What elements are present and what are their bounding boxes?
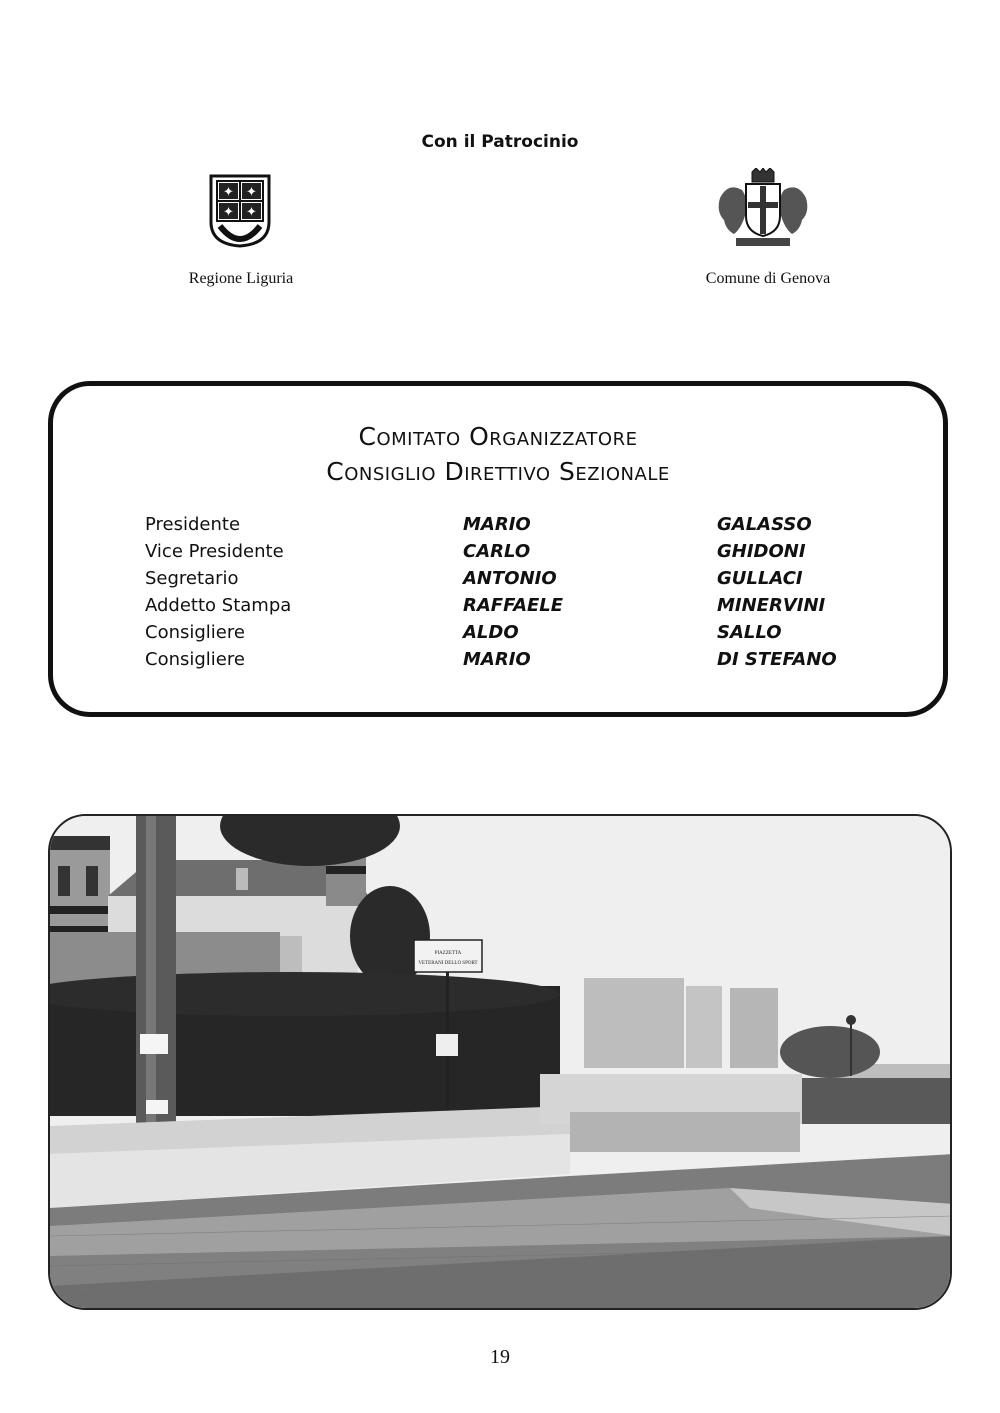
committee-member-row — [53, 568, 943, 595]
member-role: Presidente — [145, 514, 241, 535]
member-last-name: MINERVINI — [717, 595, 826, 616]
member-first-name: MARIO — [463, 649, 531, 670]
committee-title: Comitato Organizzatore — [358, 422, 638, 451]
member-first-name: ALDO — [463, 622, 519, 643]
member-first-name: ANTONIO — [463, 568, 557, 589]
member-last-name: GULLACI — [717, 568, 803, 589]
member-first-name: CARLO — [463, 541, 531, 562]
member-role: Consigliere — [145, 649, 245, 670]
piazzetta-photo — [48, 814, 952, 1310]
member-first-name: RAFFAELE — [463, 595, 564, 616]
committee-member-row — [53, 541, 943, 568]
comune-di-genova-crest-icon — [714, 168, 812, 252]
member-role: Vice Presidente — [145, 541, 284, 562]
regione-liguria-label: Regione Liguria — [188, 270, 294, 287]
sign-text: PIAZZETTA — [434, 951, 462, 956]
member-last-name: GHIDONI — [717, 541, 806, 562]
svg-text:✦: ✦ — [223, 185, 234, 200]
member-last-name: DI STEFANO — [717, 649, 837, 670]
regione-liguria-shield-icon — [208, 172, 272, 248]
committee-member-row — [53, 622, 943, 649]
comune-di-genova-label: Comune di Genova — [705, 270, 831, 287]
committee-member-row — [53, 514, 943, 541]
committee-box — [48, 381, 948, 717]
member-role: Addetto Stampa — [145, 595, 292, 616]
page-number: 19 — [490, 1346, 510, 1368]
committee-subtitle: Consiglio Direttivo Sezionale — [326, 457, 670, 486]
member-role: Consigliere — [145, 622, 245, 643]
member-first-name: MARIO — [463, 514, 531, 535]
svg-text:✦: ✦ — [223, 205, 234, 220]
svg-text:VETERANI DELLO SPORT: VETERANI DELLO SPORT — [418, 961, 478, 966]
member-last-name: SALLO — [717, 622, 782, 643]
member-role: Segretario — [145, 568, 239, 589]
comune-di-genova-emblem — [714, 168, 812, 252]
regione-liguria-emblem — [208, 172, 272, 248]
committee-member-row — [53, 595, 943, 622]
svg-text:✦: ✦ — [246, 205, 257, 220]
svg-text:✦: ✦ — [246, 185, 257, 200]
member-last-name: GALASSO — [717, 514, 812, 535]
patronage-heading: Con il Patrocinio — [421, 132, 579, 152]
committee-member-row — [53, 649, 943, 676]
